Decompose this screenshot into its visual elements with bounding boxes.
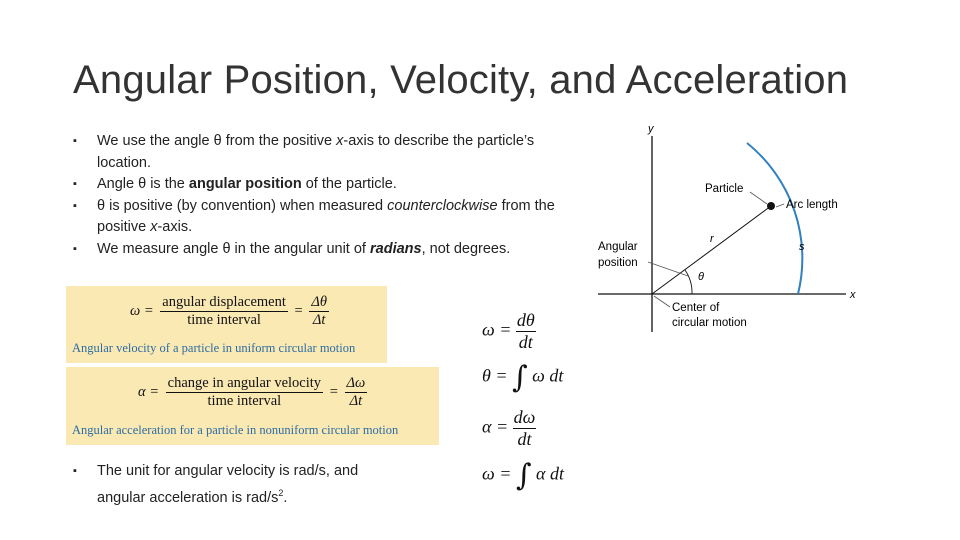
bullet-item-4 (73, 239, 573, 261)
angular-acceleration-box (66, 367, 439, 445)
formula-fraction (516, 310, 536, 353)
bullet-item-units (73, 461, 403, 509)
formula-alpha-derivative (482, 407, 536, 450)
angular-acceleration-equation (138, 375, 367, 410)
bullet-item-2 (73, 174, 573, 196)
formula-lhs: ω = (482, 319, 512, 340)
center-label-line2: circular motion (672, 317, 747, 329)
bullet-text: -axis. (157, 219, 193, 235)
fraction-numerator: Δθ (311, 294, 327, 310)
bullet-text: , not degrees. (421, 240, 511, 257)
particle-pointer (750, 192, 767, 204)
bullet-text-italic: x (150, 219, 158, 235)
theta-label: θ (698, 271, 704, 283)
fraction-denominator: dt (516, 331, 536, 353)
equation-fraction (160, 294, 288, 329)
bullet-text-bold: angular position (188, 176, 302, 192)
angular-position-label-line1: Angular (598, 241, 638, 253)
equation-fraction-delta (345, 375, 368, 410)
formula-lhs: ω = (482, 463, 512, 484)
bullet-marker-icon: ▪ (73, 199, 77, 212)
fraction-numerator: change in angular velocity (167, 375, 322, 391)
angular-velocity-box (66, 286, 387, 363)
fraction-denominator: time interval (166, 392, 323, 410)
equals-sign: = (329, 383, 338, 400)
angular-position-label-line2: position (598, 257, 638, 269)
fraction-numerator: dθ (516, 310, 535, 330)
equals-sign: = (294, 302, 303, 319)
bullet-text-italic: x (336, 133, 344, 149)
formula-omega-derivative (482, 310, 536, 353)
radius-label: r (710, 233, 714, 245)
angular-acceleration-caption: Angular acceleration for a particle in nonuniform circular motion (72, 423, 399, 437)
bullet-list (73, 131, 573, 260)
fraction-numerator: angular displacement (162, 294, 286, 310)
bullet-text-italic: counterclockwise (387, 197, 498, 214)
bullet-text-bold-italic: radians (370, 240, 422, 257)
bullet-text: The unit for angular velocity is rad/s, and angular acceleration is rad/s (97, 463, 359, 506)
particle-label: Particle (705, 183, 744, 195)
bullet-text: . (283, 489, 288, 506)
center-pointer (654, 296, 670, 307)
angular-velocity-equation (130, 294, 329, 329)
equation-fraction-delta (309, 294, 329, 329)
formula-theta-integral (482, 360, 563, 395)
angular-position-pointer (648, 262, 688, 276)
equation-lhs: α = (138, 383, 160, 400)
formula-fraction (513, 407, 537, 450)
circular-motion-diagram (590, 118, 870, 338)
arc-path (747, 143, 802, 294)
x-axis-label: x (850, 289, 856, 301)
arc-length-label: Arc length (786, 199, 838, 211)
superscript: 2 (278, 487, 284, 498)
bullet-text: of the particle. (301, 176, 397, 192)
fraction-denominator: Δt (309, 311, 329, 329)
bullet-text: Angle θ is the (97, 176, 189, 192)
arc-s-label: s (799, 241, 805, 253)
formula-lhs: θ = (482, 365, 508, 386)
slide-title: Angular Position, Velocity, and Acceleration (73, 58, 849, 102)
integral-sign: ∫ (515, 458, 532, 493)
formula-lhs: α = (482, 416, 509, 437)
integral-sign: ∫ (512, 360, 528, 395)
bullet-marker-icon: ▪ (73, 135, 77, 147)
bottom-bullet-list (73, 461, 403, 509)
bullet-text: We use the angle θ from the positive (97, 133, 337, 149)
bullet-marker-icon: ▪ (73, 465, 77, 477)
equation-fraction (166, 375, 323, 410)
center-label-line1: Center of (672, 302, 720, 314)
formula-omega-integral (482, 458, 564, 493)
bullet-marker-icon: ▪ (73, 242, 77, 255)
fraction-denominator: time interval (160, 311, 288, 329)
bullet-text: from the positive (97, 197, 555, 235)
radius-line (652, 206, 771, 294)
fraction-numerator: Δω (346, 375, 366, 391)
bullet-text: -axis to describe the particle’s location. (97, 133, 535, 171)
fraction-denominator: Δt (345, 392, 368, 410)
particle-dot (767, 202, 775, 210)
bullet-marker-icon: ▪ (73, 178, 77, 190)
arc-length-pointer (776, 204, 784, 207)
bullet-text: We measure angle θ in the angular unit of (97, 240, 370, 257)
equation-lhs: ω = (130, 302, 154, 319)
bullet-item-1 (73, 131, 573, 174)
angular-velocity-caption: Angular velocity of a particle in uniform circular motion (72, 341, 356, 355)
y-axis-label: y (648, 123, 654, 135)
bullet-item-3 (73, 196, 573, 239)
theta-angle-arc (685, 270, 692, 294)
formula-rhs: ω dt (532, 365, 564, 386)
fraction-numerator: dω (513, 407, 536, 427)
bullet-text: θ is positive (by convention) when measured (97, 197, 388, 214)
fraction-denominator: dt (513, 428, 537, 450)
formula-rhs: α dt (536, 463, 564, 484)
